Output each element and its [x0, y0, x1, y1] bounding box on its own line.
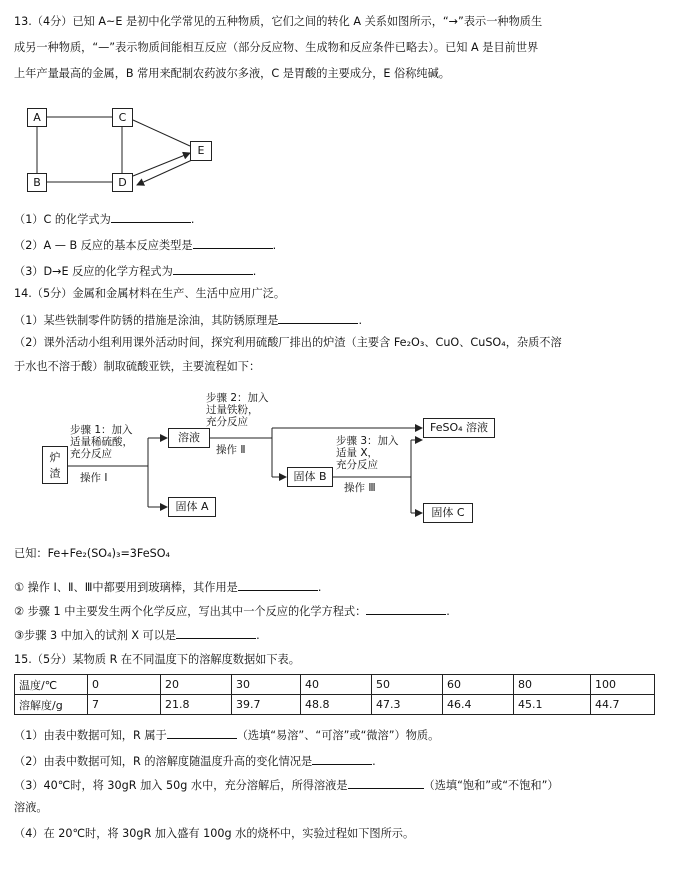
- node-e: E: [190, 141, 212, 161]
- node-d: D: [112, 173, 133, 192]
- q14-i2-blank: [366, 602, 446, 615]
- table-cell: 温度/℃: [15, 675, 88, 695]
- q13-sub1-end: .: [190, 213, 195, 226]
- q14-line1: 14.（5分）金属和金属材料在生产、生活中应用广泛。: [14, 287, 286, 300]
- q14-i2: [14, 602, 450, 620]
- q15-sub2: [14, 752, 376, 770]
- q15-sub3-blank: [348, 776, 424, 789]
- flow-gutiB: 固体 B: [287, 467, 333, 487]
- table-row-solubility: [15, 695, 655, 715]
- q13-sub2-text: （2）A — B 反应的基本反应类型是: [14, 239, 193, 252]
- q15-sub2-end: .: [372, 755, 376, 768]
- table-cell: 20: [161, 675, 232, 695]
- q15-sub3-tail: （选填“饱和”或“不饱和”）: [423, 779, 559, 792]
- table-cell: 39.7: [232, 695, 301, 715]
- q15-sub3-text: （3）40℃时，将 30gR 加入 50g 水中，充分溶解后，所得溶液是: [14, 779, 348, 792]
- flow-gutiA: 固体 A: [168, 497, 216, 517]
- table-cell: 溶解度/g: [15, 695, 88, 715]
- q14-i3: [14, 626, 260, 644]
- table-cell: 45.1: [514, 695, 591, 715]
- flow-rongye: 溶液: [168, 428, 210, 448]
- q15-sub2-blank: [312, 752, 372, 765]
- node-a: A: [27, 108, 47, 127]
- q14-i3-end: .: [256, 629, 260, 642]
- q15-line1: 15.（5分）某物质 R 在不同温度下的溶解度数据如下表。: [14, 653, 300, 666]
- q15-sub2-text: （2）由表中数据可知，R 的溶解度随温度升高的变化情况是: [14, 755, 313, 768]
- table-cell: 40: [301, 675, 372, 695]
- flow-step3: 步骤 3：加入 适量 X， 充分反应: [336, 435, 399, 471]
- q14-i3-text: ③步骤 3 中加入的试剂 X 可以是: [14, 629, 177, 642]
- q13-sub3-end: .: [252, 265, 257, 278]
- q13-sub3-text: （3）D→E 反应的化学方程式为: [14, 265, 173, 278]
- q13-line2: 成另一种物质，“—”表示物质间能相互反应（部分反应物、生成物和反应条件已略去）。已知 A 是目前世界: [14, 41, 539, 54]
- flow-step2: 步骤 2：加入 过量铁粉， 充分反应: [206, 392, 269, 428]
- table-cell: 80: [514, 675, 591, 695]
- q15-sub1-tail: （选填“易溶”、“可溶”或“微溶”）物质。: [236, 729, 440, 742]
- flow-feso4: FeSO₄ 溶液: [423, 418, 495, 438]
- node-b: B: [27, 173, 47, 192]
- q14-sub1-end: .: [358, 314, 362, 327]
- table-cell: 0: [88, 675, 161, 695]
- q13-sub1-text: （1）C 的化学式为: [14, 213, 111, 226]
- table-cell: 46.4: [443, 695, 514, 715]
- q15-sub3: [14, 776, 559, 794]
- q13-line3: 上年产量最高的金属，B 常用来配制农药波尔多液，C 是胃酸的主要成分，E 俗称纯碱。: [14, 67, 450, 80]
- table-cell: 44.7: [591, 695, 655, 715]
- q14-i3-blank: [176, 626, 256, 639]
- flow-op2: 操作 Ⅱ: [216, 444, 246, 456]
- q14-sub2a: （2）课外活动小组利用课外活动时间，探究利用硫酸厂排出的炉渣（主要含 Fe₂O₃、CuO、CuSO₄，杂质不溶: [14, 336, 562, 349]
- flow-op1: 操作 Ⅰ: [80, 472, 108, 484]
- q15-sub1-blank: [167, 726, 237, 739]
- flow-luzha: 炉 渣: [42, 446, 68, 484]
- q14-sub2b: 于水也不溶于酸）制取硫酸亚铁，主要流程如下：: [14, 360, 261, 373]
- q15-sub1: [14, 726, 439, 744]
- q14-i2-end: .: [446, 605, 450, 618]
- q14-sub1-text: （1）某些铁制零件防锈的措施是涂油，其防锈原理是: [14, 314, 279, 327]
- q14-i1-end: .: [317, 581, 322, 594]
- q14-i1: [14, 578, 321, 596]
- node-c: C: [112, 108, 133, 127]
- flow-step1: 步骤 1：加入 适量稀硫酸， 充分反应: [70, 424, 133, 460]
- table-cell: 100: [591, 675, 655, 695]
- table-cell: 60: [443, 675, 514, 695]
- solubility-table: [14, 674, 655, 715]
- table-row-temperature: [15, 675, 655, 695]
- q15-sub1-text: （1）由表中数据可知，R 属于: [14, 729, 167, 742]
- q13-sub2-end: .: [272, 239, 277, 252]
- q14-known: 已知：Fe+Fe₂(SO₄)₃=3FeSO₄: [14, 547, 171, 560]
- q15-sub4: （4）在 20℃时，将 30gR 加入盛有 100g 水的烧杯中，实验过程如下图所示。: [14, 827, 415, 840]
- q14-i2-text: ② 步骤 1 中主要发生两个化学反应，写出其中一个反应的化学方程式：: [14, 605, 367, 618]
- table-cell: 7: [88, 695, 161, 715]
- q13-line1: 13.（4分）已知 A~E 是初中化学常见的五种物质，它们之间的转化 A 关系如图所示，“→”表示一种物质生: [14, 15, 543, 28]
- flow-op3: 操作 Ⅲ: [344, 482, 376, 494]
- table-cell: 30: [232, 675, 301, 695]
- q14-i1-text: ① 操作 Ⅰ、Ⅱ、Ⅲ中都要用到玻璃棒，其作用是: [14, 581, 238, 594]
- table-cell: 21.8: [161, 695, 232, 715]
- table-cell: 47.3: [372, 695, 443, 715]
- flow-gutiC: 固体 C: [423, 503, 473, 523]
- table-cell: 48.8: [301, 695, 372, 715]
- q15-sub3-cont: 溶液。: [14, 801, 48, 814]
- q14-i1-blank: [238, 578, 318, 591]
- table-cell: 50: [372, 675, 443, 695]
